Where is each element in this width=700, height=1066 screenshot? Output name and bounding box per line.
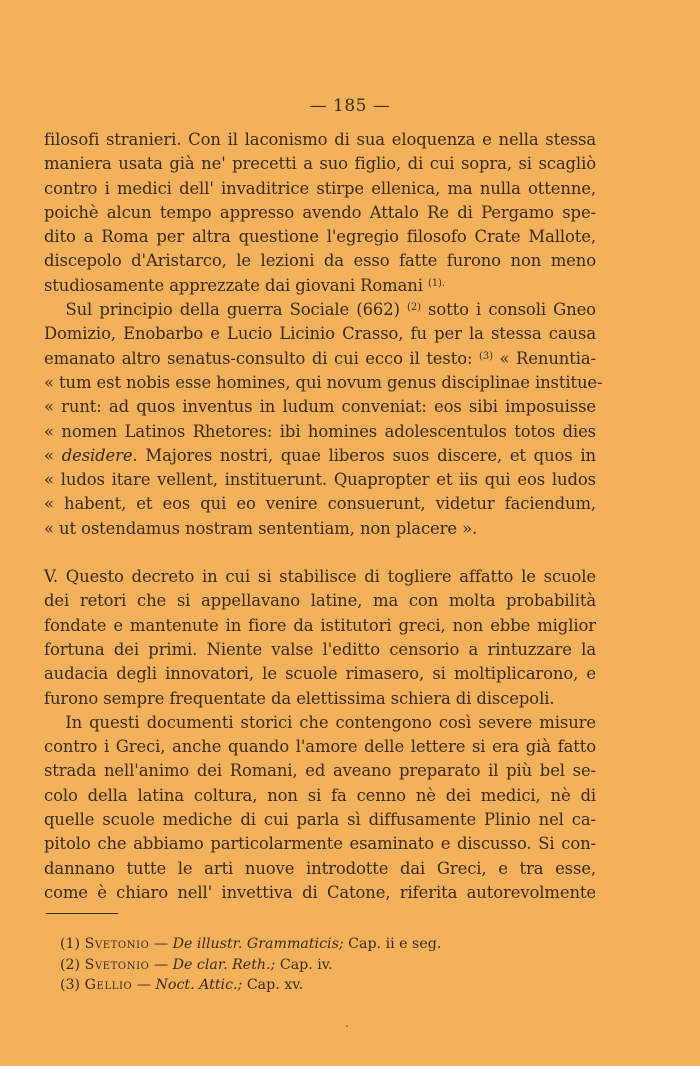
text-line: contro i Greci, anche quando l'amore delle lettere si era già fatto (44, 737, 596, 757)
text-line (44, 711, 596, 735)
text-line (44, 298, 596, 322)
text-segment: In questi documenti storici che contengono così severe misure (65, 712, 596, 732)
footnotes (60, 934, 580, 996)
text-line: « nomen Latinos Rhetores: ibi homines adolescentulos totos dies (44, 421, 596, 441)
footnote-ref-text: Cap. iv. (279, 956, 333, 973)
text-line: strada nell'animo dei Romani, ed aveano preparato il più bel se- (44, 761, 596, 781)
text-line: dito a Roma per altra questione l'egregio filosofo Crate Mallote, (44, 227, 596, 247)
footnote-ref-text: Cap. ii e seg. (348, 936, 442, 952)
text-line: dannano tutte le arti nuove introdotte dai Greci, e tra esse, (44, 858, 596, 878)
footnote-divider (46, 913, 118, 914)
text-line: colo della latina coltura, non si fa cenno nè dei medici, nè di (44, 785, 596, 805)
text-line: furono sempre frequentate da elettissima schiera di discepoli. (44, 688, 555, 708)
footnote (60, 975, 580, 996)
footnote-number: (3) (60, 977, 81, 993)
text-line (44, 444, 596, 468)
text-segment: « Renuntia- (499, 348, 596, 368)
italic-word: desidere. (61, 445, 138, 465)
footnote-author: Gellio (84, 977, 133, 993)
footnote-number: (1) (60, 936, 81, 952)
footnote (60, 955, 580, 976)
text-line: « ut ostendamus nostram sententiam, non placere ». (44, 518, 478, 538)
footnote-title: Noct. Attic.; (155, 977, 243, 993)
footnote-title: De illustr. Grammaticis; (172, 936, 344, 952)
footnote-number: (2) (60, 956, 81, 973)
body-text (44, 128, 603, 905)
text-line: quelle scuole mediche di cui parla sì diffusamente Plinio nel ca- (44, 810, 596, 830)
text-line: come è chiaro nell' invettiva di Catone, riferita autorevolmente (44, 882, 596, 902)
text-line: poichè alcun tempo appresso avendo Attalo Re di Pergamo spe- (44, 202, 596, 222)
text-line: pitolo che abbiamo particolarmente esaminato e discusso. Si con- (44, 834, 596, 854)
text-line: « tum est nobis esse homines, qui novum genus disciplinae institue- (44, 372, 603, 392)
text-line (44, 347, 596, 371)
text-segment: Sul principio della guerra Sociale (662) (65, 300, 400, 320)
text-line: dei retori che si appellavano latine, ma con molta probabilità (44, 591, 596, 611)
footnote-author: Svetonio (84, 936, 150, 952)
section-gap (44, 541, 596, 565)
footnote-ref: (1). (427, 277, 445, 289)
text-line: V. Questo decreto in cui si stabilisce di togliere affatto le scuole (44, 567, 596, 587)
footnote-ref: (2) (407, 302, 421, 314)
page-number: — 185 — (309, 96, 391, 116)
footnote-dash: — (153, 936, 169, 952)
footnote-title: De clar. Reth.; (172, 956, 276, 973)
text-line: fondate e mantenute in fiore da istitutori greci, non ebbe miglior (44, 615, 596, 635)
text-segment: Majores nostri, quae liberos suos discere, et quos in (145, 445, 596, 465)
footnote (60, 934, 580, 955)
footnote-ref-text: Cap. xv. (246, 977, 304, 993)
text-segment: studiosamente apprezzate dai giovani Romani (44, 275, 423, 295)
text-segment: emanato altro senatus-consulto di cui ecco il testo: (44, 348, 473, 368)
text-line: maniera usata già ne' precetti a suo figlio, di cui sopra, si scagliò (44, 154, 596, 174)
text-line: filosofi stranieri. Con il laconismo di sua eloquenza e nella stessa (44, 130, 596, 149)
paper-speck (346, 1025, 348, 1027)
text-line (44, 274, 596, 298)
footnote-ref: (3) (479, 350, 493, 362)
footnote-author: Svetonio (84, 956, 150, 973)
text-line: contro i medici dell' invaditrice stirpe ellenica, ma nulla ottenne, (44, 178, 596, 198)
text-segment: « (44, 445, 54, 465)
text-line: « runt: ad quos inventus in ludum conveniat: eos sibi imposuisse (44, 397, 596, 417)
text-line: fortuna dei primi. Niente valse l'editto censorio a rintuzzare la (44, 639, 596, 659)
text-line: « habent, et eos qui eo venire consuerunt, videtur faciendum, (44, 494, 596, 514)
text-line: discepolo d'Aristarco, le lezioni da esso fatte furono non meno (44, 251, 596, 271)
text-line: « ludos itare vellent, instituerunt. Quapropter et iis qui eos ludos (44, 470, 596, 490)
text-line: audacia degli innovatori, le scuole rimasero, si moltiplicarono, e (44, 664, 596, 684)
footnote-dash: — (153, 956, 169, 973)
text-line: Domizio, Enobarbo e Lucio Licinio Crasso, fu per la stessa causa (44, 324, 596, 344)
footnote-dash: — (136, 977, 151, 993)
text-segment: sotto i consoli Gneo (428, 300, 596, 320)
